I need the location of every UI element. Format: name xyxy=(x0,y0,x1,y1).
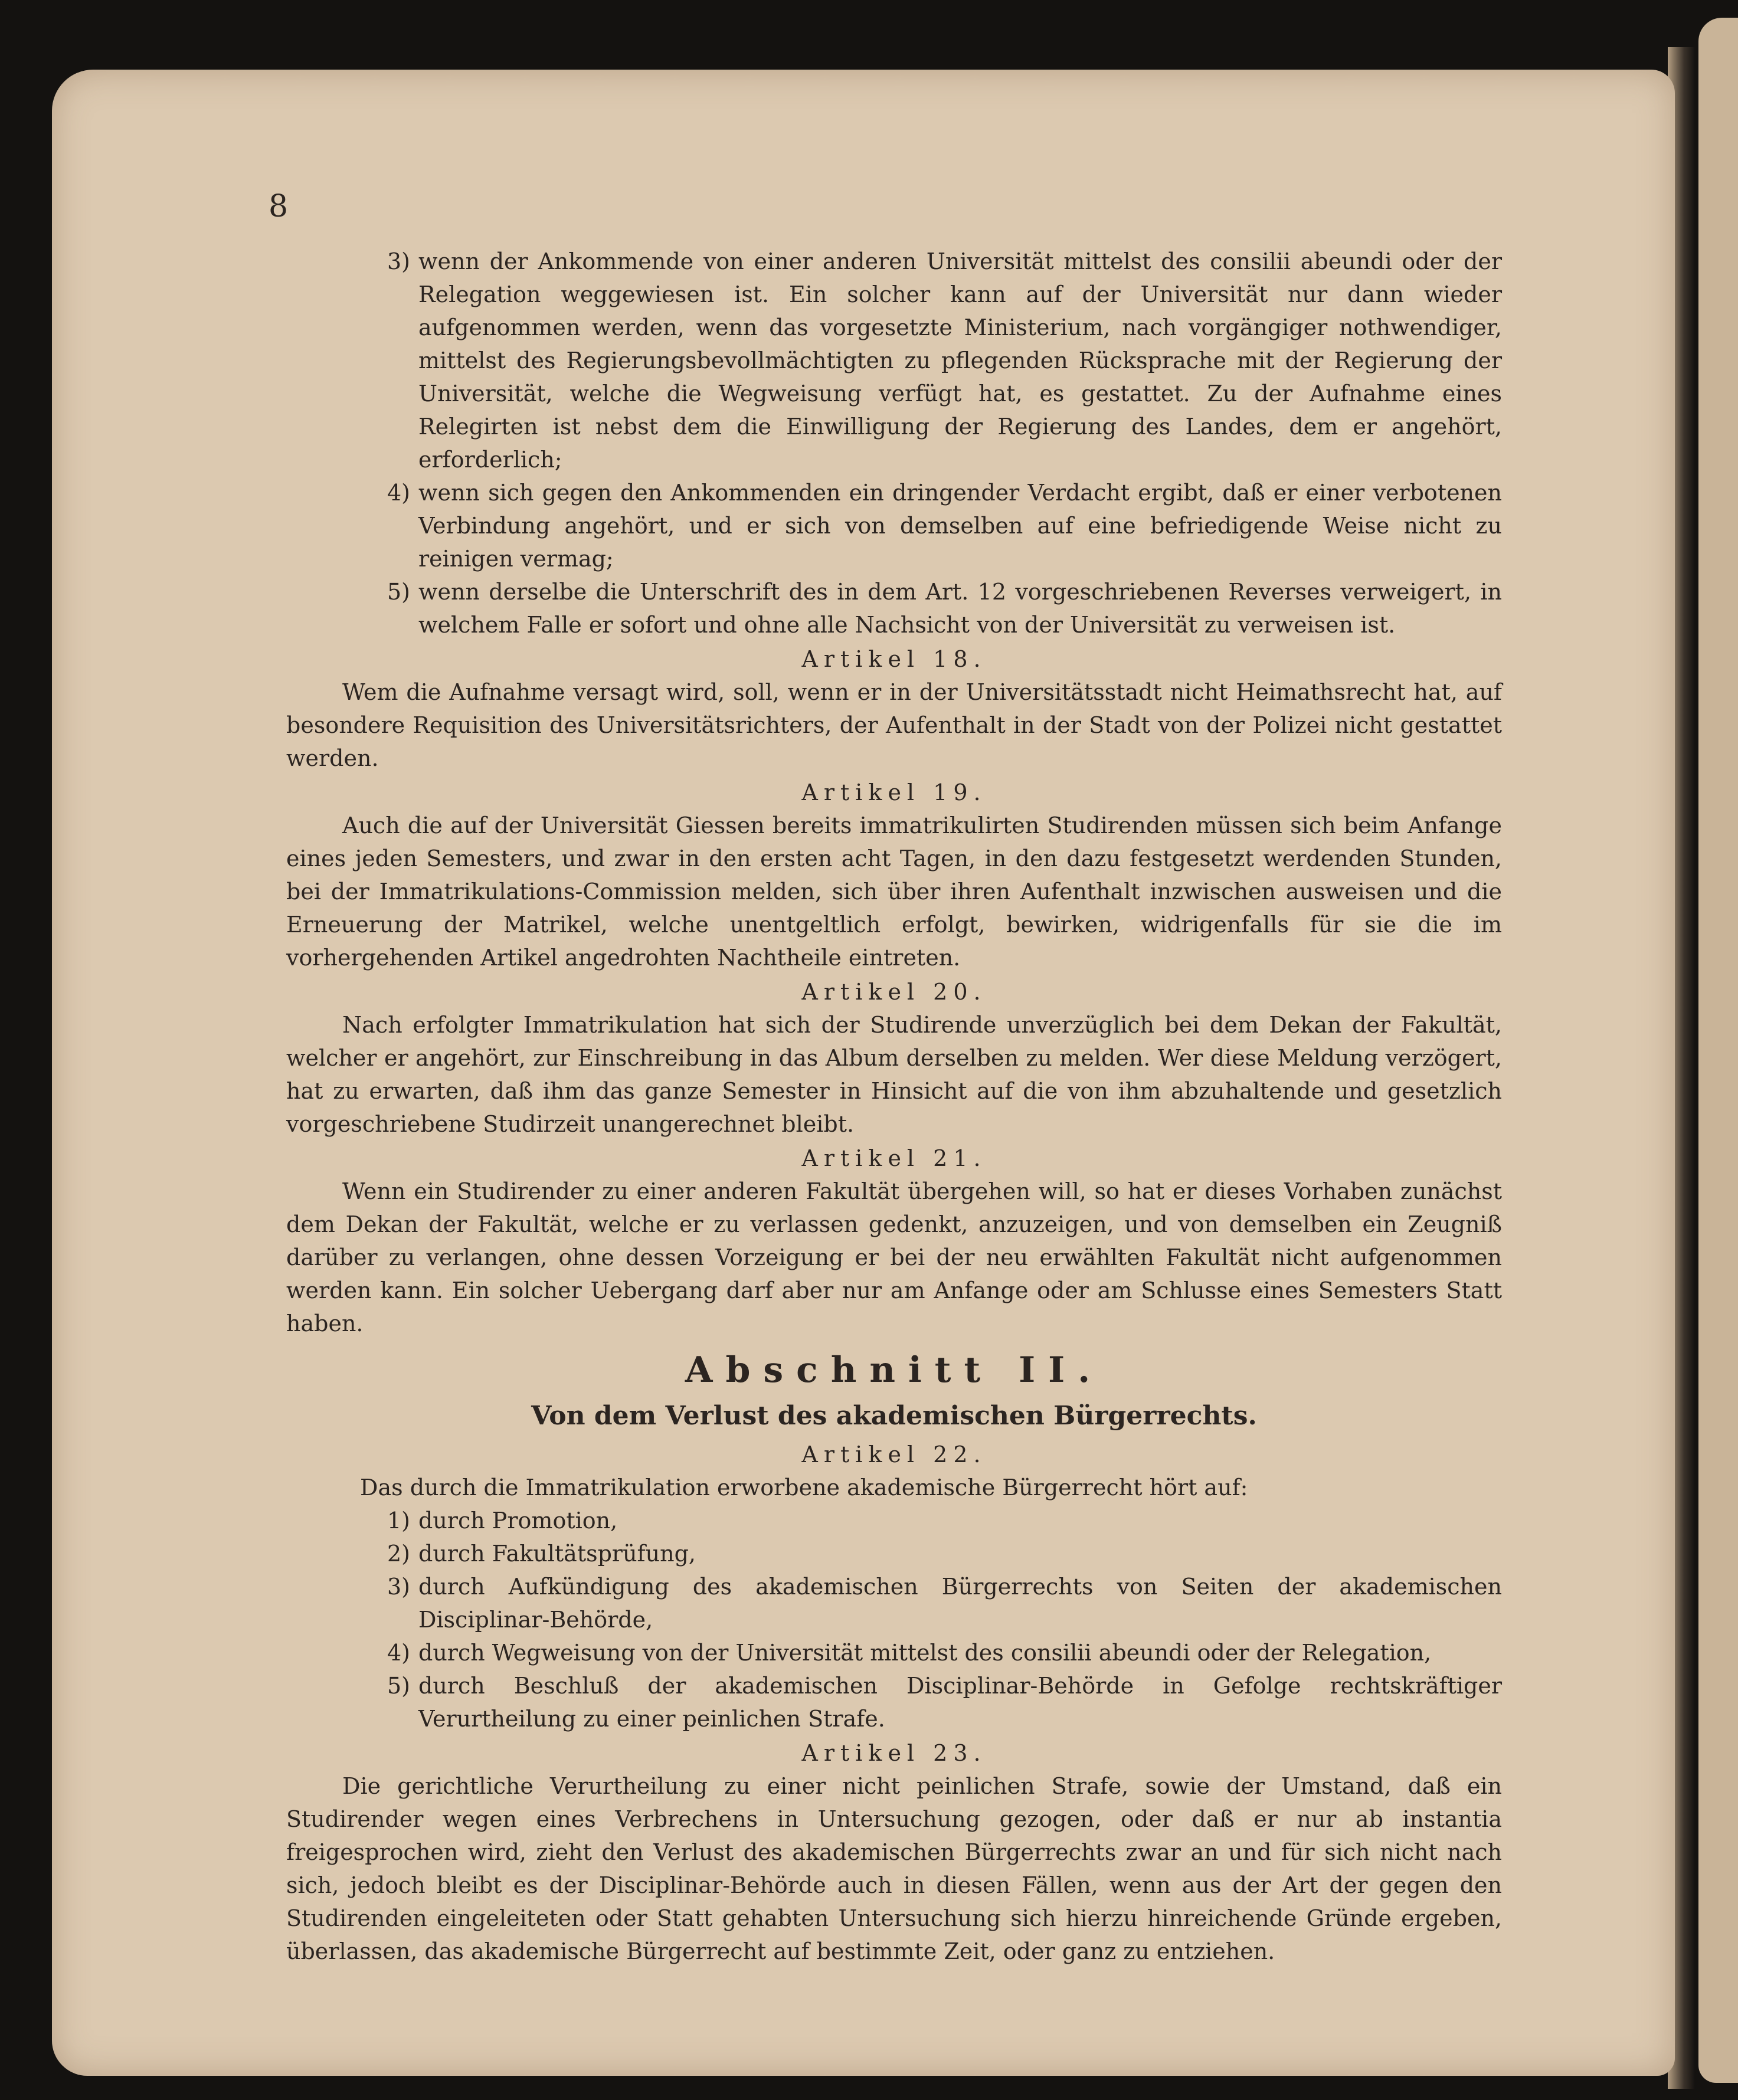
list-item-number: 4) xyxy=(387,480,410,506)
list-item-number: 4) xyxy=(387,1640,410,1666)
document-body xyxy=(286,245,1502,1968)
list-item xyxy=(369,1504,1502,1537)
facing-page-edge xyxy=(1698,18,1738,2083)
list-item-text: wenn sich gegen den Ankommenden ein dringender Verdacht ergibt, daß er einer verbotenen Verbindung angehört, und er sich von demselben auf eine befriedigende Weise nicht zu reinigen vermag; xyxy=(418,480,1502,572)
list-item-text: durch Aufkündigung des akademischen Bürgerrechts von Seiten der akademischen Disciplinar-Behörde, xyxy=(418,1574,1502,1633)
list-item-number: 3) xyxy=(387,248,410,274)
article-22-list xyxy=(286,1504,1502,1735)
list-continuation xyxy=(286,245,1502,641)
list-item-number: 3) xyxy=(387,1574,410,1600)
list-item-number: 1) xyxy=(387,1508,410,1534)
section-subtitle: Von dem Verlust des akademischen Bürgerrechts. xyxy=(531,1401,1257,1431)
list-item-number: 5) xyxy=(387,1673,410,1699)
article-22-heading: Artikel 22. xyxy=(801,1442,987,1467)
article-20-heading: Artikel 20. xyxy=(801,979,987,1005)
list-item-text: durch Promotion, xyxy=(418,1508,618,1534)
list-item xyxy=(369,245,1502,476)
list-item-number: 2) xyxy=(387,1541,410,1567)
article-22-intro: Das durch die Immatrikulation erworbene akademische Bürgerrecht hört auf: xyxy=(360,1475,1248,1501)
list-item-text: durch Beschluß der akademischen Disciplinar-Behörde in Gefolge rechtskräftiger Verurtheilung zu einer peinlichen Strafe. xyxy=(418,1673,1502,1732)
list-item-text: durch Fakultätsprüfung, xyxy=(418,1541,696,1567)
section-title: Abschnitt II. xyxy=(685,1349,1104,1391)
article-23-text: Die gerichtliche Verurtheilung zu einer nicht peinlichen Strafe, sowie der Umstand, daß ein Studirender wegen eines Verbrechens in Untersuchung gezogen, oder daß er nur ab instantia freigesprochen wird, zieht den Verlust des akademischen Bürgerrechts zwar an und für sich nicht nach sich, jedoch bleibt es der Disciplinar-Behörde auch in diesen Fällen, wenn aus der Art der gegen den Studirenden eingeleiteten oder Statt gehabten Untersuchung sich hierzu hinreichende Gründe ergeben, überlassen, das akademische Bürgerrecht auf bestimmte Zeit, oder ganz zu entziehen. xyxy=(286,1773,1502,1964)
article-19-text: Auch die auf der Universität Giessen bereits immatrikulirten Studirenden müssen sich beim Anfange eines jeden Semesters, und zwar in den ersten acht Tagen, in den dazu festgesetzt werdenden Stunden, bei der Immatrikulations-Commission melden, sich über ihren Aufenthalt inzwischen ausweisen und die Erneuerung der Matrikel, welche unentgeltlich erfolgt, bewirken, widrigenfalls für sie die im vorhergehenden Artikel angedrohten Nachtheile eintreten. xyxy=(286,813,1502,971)
list-item xyxy=(369,476,1502,575)
list-item xyxy=(369,575,1502,641)
article-20-text: Nach erfolgter Immatrikulation hat sich der Studirende unverzüglich bei dem Dekan der Fakultät, welcher er angehört, zur Einschreibung in das Album derselben zu melden. Wer diese Meldung verzögert, hat zu erwarten, daß ihm das ganze Semester in Hinsicht auf die von ihm abzuhaltende und gesetzlich vorgeschriebene Studirzeit unangerechnet bleibt. xyxy=(286,1012,1502,1137)
list-item-text: wenn derselbe die Unterschrift des in dem Art. 12 vorgeschriebenen Reverses verweigert, in welchem Falle er sofort und ohne alle Nachsicht von der Universität zu verweisen ist. xyxy=(418,579,1502,638)
list-item-text: wenn der Ankommende von einer anderen Universität mittelst des consilii abeundi oder der Relegation weggewiesen ist. Ein solcher kann auf der Universität nur dann wieder aufgenommen werden, wenn das vorgesetzte Ministerium, nach vorgängiger nothwendiger, mittelst des Regierungsbevollmächtigten zu pflegenden Rücksprache mit der Regierung der Universität, welche die Wegweisung verfügt hat, es gestattet. Zu der Aufnahme eines Relegirten ist nebst dem die Einwilligung der Regierung des Landes, dem er angehört, erforderlich; xyxy=(418,248,1502,473)
article-19-heading: Artikel 19. xyxy=(801,779,987,805)
list-item xyxy=(369,1636,1502,1669)
list-item-text: durch Wegweisung von der Universität mittelst des consilii abeundi oder der Relegation, xyxy=(418,1640,1432,1666)
article-18-heading: Artikel 18. xyxy=(801,646,987,672)
article-18-text: Wem die Aufnahme versagt wird, soll, wenn er in der Universitätsstadt nicht Heimathsrecht hat, auf besondere Requisition des Universitätsrichters, der Aufenthalt in der Stadt von der Polizei nicht gestattet werden. xyxy=(286,679,1502,771)
page-number: 8 xyxy=(269,189,289,224)
list-item xyxy=(369,1669,1502,1735)
article-21-text: Wenn ein Studirender zu einer anderen Fakultät übergehen will, so hat er dieses Vorhaben zunächst dem Dekan der Fakultät, welche er zu verlassen gedenkt, anzuzeigen, und von demselben ein Zeugniß darüber zu verlangen, ohne dessen Vorzeigung er bei der neu erwählten Fakultät nicht aufgenommen werden kann. Ein solcher Uebergang darf aber nur am Anfange oder am Schlusse eines Semesters Statt haben. xyxy=(286,1178,1502,1336)
list-item xyxy=(369,1537,1502,1570)
article-23-heading: Artikel 23. xyxy=(801,1740,987,1766)
list-item-number: 5) xyxy=(387,579,410,605)
list-item xyxy=(369,1570,1502,1636)
article-21-heading: Artikel 21. xyxy=(801,1145,987,1171)
